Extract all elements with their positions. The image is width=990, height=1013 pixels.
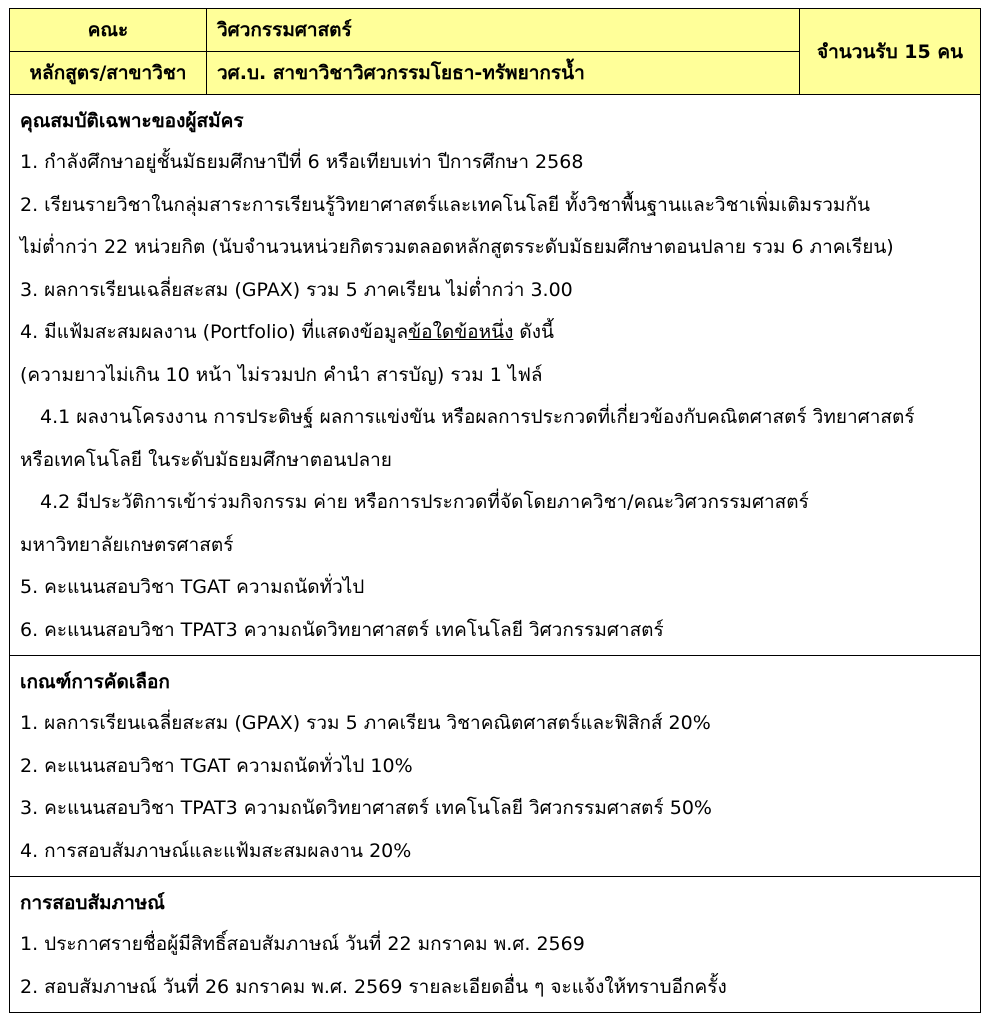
criteria-section [9,656,981,877]
list-item: 2. เรียนรายวิชาในกลุ่มสาระการเรียนรู้วิทยาศาสตร์และเทคโนโลยี ทั้งวิชาพื้นฐานและวิชาเพิ่มเติมรวมกัน [20,193,870,216]
list-item: 1. กำลังศึกษาอยู่ชั้นมัธยมศึกษาปีที่ 6 หรือเทียบเท่า ปีการศึกษา 2568 [20,151,584,173]
faculty-value: วิศวกรรมศาสตร์ [207,9,800,52]
faculty-label: คณะ [10,9,207,52]
sub-item: 4.2 มีประวัติการเข้าร่วมกิจกรรม ค่าย หรือการประกวดที่จัดโดยภาควิชา/คณะวิศวกรรมศาสตร์ [40,491,809,513]
list-item-continuation: ไม่ต่ำกว่า 22 หน่วยกิต (นับจำนวนหน่วยกิตรวมตลอดหลักสูตรระดับมัธยมศึกษาตอนปลาย รวม 6 ภาคเรียน) [20,236,894,258]
item-text: 4. มีแฟ้มสะสมผลงาน (Portfolio) ที่แสดงข้อมูล [20,321,409,343]
quota: จำนวนรับ 15 คน [800,9,981,95]
item-text: ดังนี้ [513,321,555,343]
program-value: วศ.บ. สาขาวิชาวิศวกรรมโยธา-ทรัพยากรน้ำ [207,52,800,95]
sub-item: 4.1 ผลงานโครงงาน การประดิษฐ์ ผลการแข่งขัน หรือผลการประกวดที่เกี่ยวข้องกับคณิตศาสตร์ วิทยาศาสตร์ [40,406,915,428]
list-item: 4. การสอบสัมภาษณ์และแฟ้มสะสมผลงาน 20% [20,839,412,862]
header-table [9,8,981,95]
program-label: หลักสูตร/สาขาวิชา [10,52,207,95]
list-item: 2. สอบสัมภาษณ์ วันที่ 26 มกราคม พ.ศ. 2569 รายละเอียดอื่น ๆ จะแจ้งให้ทราบอีกครั้ง [20,975,727,998]
list-item: 3. คะแนนสอบวิชา TPAT3 ความถนัดวิทยาศาสตร์ เทคโนโลยี วิศวกรรมศาสตร์ 50% [20,797,712,819]
list-item: 2. คะแนนสอบวิชา TGAT ความถนัดทั่วไป 10% [20,754,413,777]
list-item: 1. ผลการเรียนเฉลี่ยสะสม (GPAX) รวม 5 ภาคเรียน วิชาคณิตศาสตร์และฟิสิกส์ 20% [20,712,711,734]
underlined-text: ข้อใดข้อหนึ่ง [408,321,514,343]
list-item [20,311,970,354]
section-title: เกณฑ์การคัดเลือก [20,671,170,693]
faculty-row [10,9,981,52]
list-item: 3. ผลการเรียนเฉลี่ยสะสม (GPAX) รวม 5 ภาคเรียน ไม่ต่ำกว่า 3.00 [20,278,573,301]
list-item-continuation: (ความยาวไม่เกิน 10 หน้า ไม่รวมปก คำนำ สารบัญ) รวม 1 ไฟล์ [20,363,543,386]
sub-item-continuation: หรือเทคโนโลยี ในระดับมัธยมศึกษาตอนปลาย [20,448,392,471]
list-item: 1. ประกาศรายชื่อผู้มีสิทธิ์สอบสัมภาษณ์ วันที่ 22 มกราคม พ.ศ. 2569 [20,933,585,955]
section-title: การสอบสัมภาษณ์ [20,892,165,914]
sub-item-continuation: มหาวิทยาลัยเกษตรศาสตร์ [20,533,234,556]
interview-section [9,877,981,1013]
list-item: 5. คะแนนสอบวิชา TGAT ความถนัดทั่วไป [20,576,365,598]
qualifications-section [9,95,981,656]
admission-document [9,8,981,1013]
section-title: คุณสมบัติเฉพาะของผู้สมัคร [20,110,244,132]
list-item: 6. คะแนนสอบวิชา TPAT3 ความถนัดวิทยาศาสตร์ เทคโนโลยี วิศวกรรมศาสตร์ [20,618,664,641]
